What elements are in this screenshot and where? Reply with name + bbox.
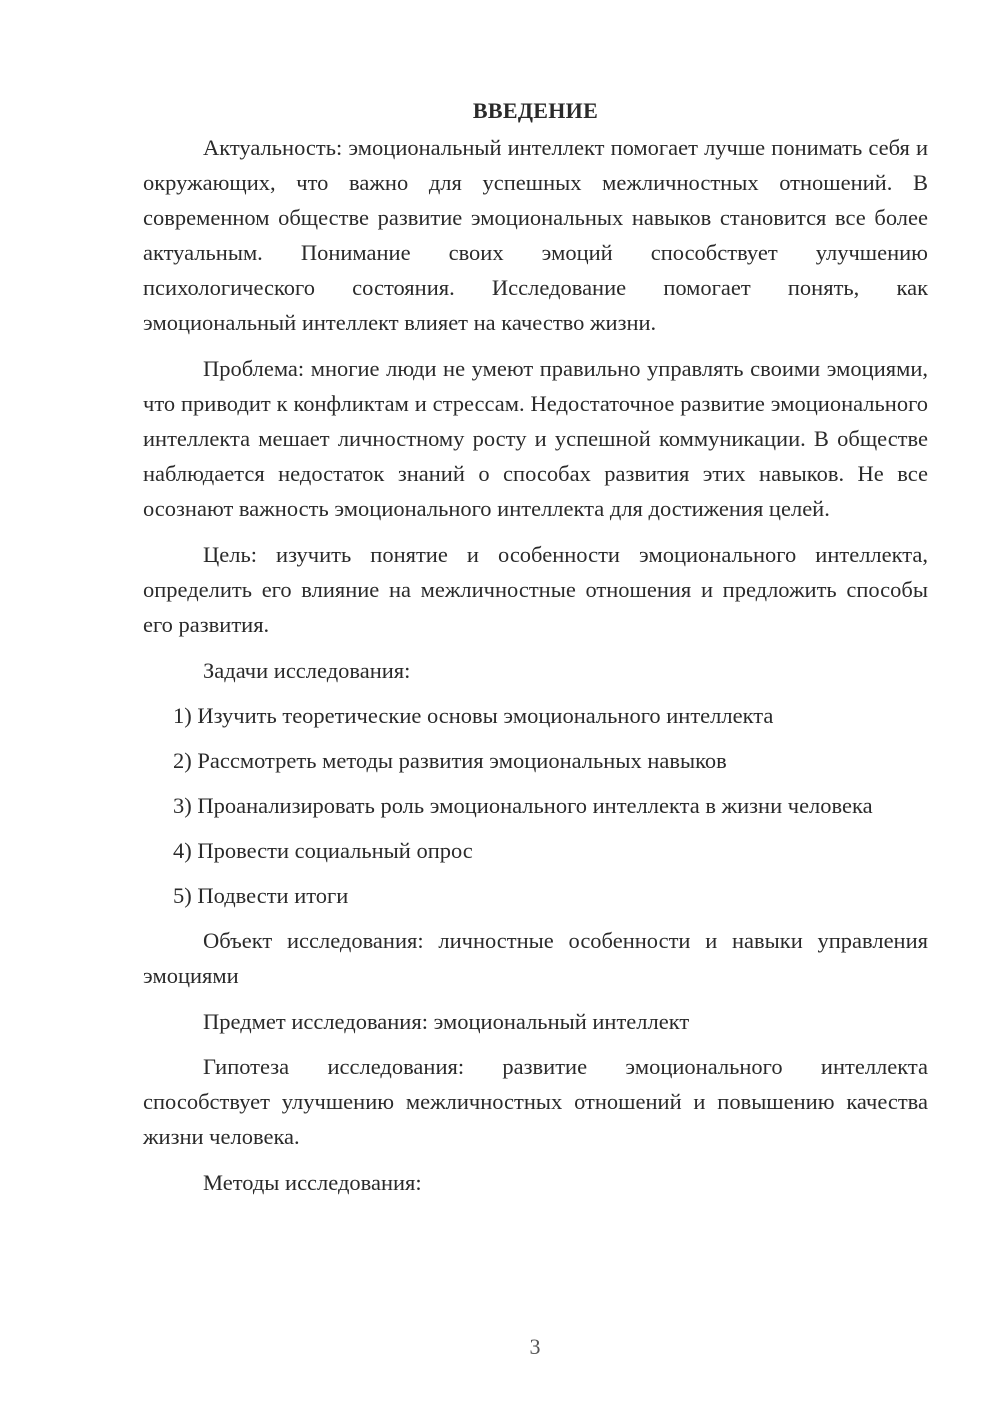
section-title: ВВЕДЕНИЕ — [472, 98, 599, 123]
document-page — [143, 93, 928, 1211]
tasks-heading: Задачи исследования: — [203, 658, 411, 683]
task-item-1: 1) Изучить теоретические основы эмоционального интеллекта — [173, 703, 774, 728]
paragraph-goal: Цель: изучить понятие и особенности эмоционального интеллекта, определить его влияние на межличностные отношения и предложить способы его развития. — [143, 542, 928, 637]
page-number: 3 — [529, 1334, 541, 1359]
paragraph-relevance: Актуальность: эмоциональный интеллект помогает лучше понимать себя и окружающих, что важно для успешных межличностных отношений. В современном обществе развитие эмоциональных навыков становится все более актуальным. Понимание своих эмоций способствует улучшению психологического состояния. Исследование помогает понять, как эмоциональный интеллект влияет на качество жизни. — [143, 135, 928, 335]
task-item-5: 5) Подвести итоги — [173, 883, 349, 908]
task-item-4: 4) Провести социальный опрос — [173, 838, 473, 863]
methods-heading: Методы исследования: — [203, 1170, 422, 1195]
task-item-2: 2) Рассмотреть методы развития эмоциональных навыков — [173, 748, 727, 773]
task-item-3: 3) Проанализировать роль эмоционального интеллекта в жизни человека — [173, 793, 873, 818]
paragraph-problem: Проблема: многие люди не умеют правильно управлять своими эмоциями, что приводит к конфликтам и стрессам. Недостаточное развитие эмоционального интеллекта мешает личностному росту и успешной коммуникации. В обществе наблюдается недостаток знаний о способах развития этих навыков. Не все осознают важность эмоционального интеллекта для достижения целей. — [143, 356, 928, 521]
paragraph-object: Объект исследования: личностные особенности и навыки управления эмоциями — [143, 928, 928, 988]
paragraph-hypothesis: Гипотеза исследования: развитие эмоционального интеллекта способствует улучшению межличностных отношений и повышению качества жизни человека. — [143, 1054, 928, 1149]
paragraph-subject: Предмет исследования: эмоциональный интеллект — [203, 1009, 690, 1034]
